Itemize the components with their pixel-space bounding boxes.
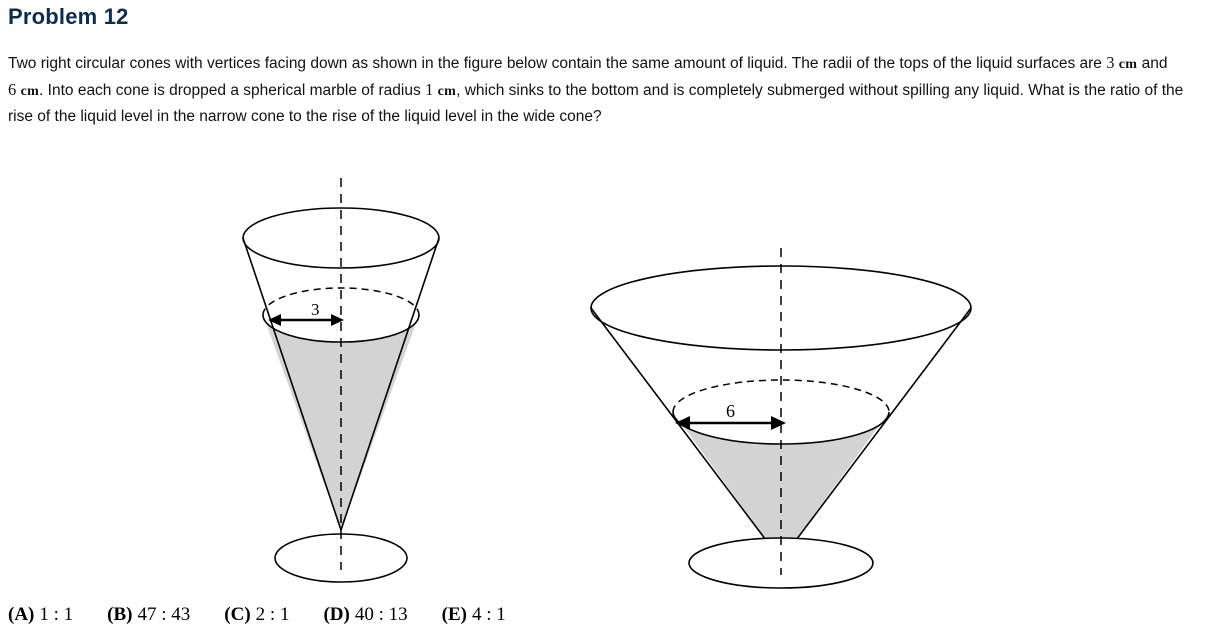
answer-choice-e[interactable]	[442, 604, 506, 626]
wide-cone-radius-label: 6	[726, 401, 735, 421]
wide-cone-top-rim	[591, 266, 971, 350]
answer-choice-b[interactable]	[107, 604, 190, 626]
narrow-cone-base-ellipse	[275, 534, 407, 582]
answer-choice-b-letter: (B)	[107, 604, 133, 625]
answer-choice-a-value: 1 : 1	[39, 604, 74, 625]
answer-choice-e-letter: (E)	[441, 604, 467, 625]
answer-choice-c-letter: (C)	[224, 604, 251, 625]
radius-wide-value: 6	[8, 80, 17, 99]
wide-cone-group	[591, 248, 971, 588]
figure-svg	[0, 160, 1212, 590]
answer-choice-a[interactable]	[8, 604, 73, 626]
statement-segment-1: Two right circular cones with vertices facing down as shown in the figure below contain the same amount of liquid. The radii of the tops of the liquid surfaces are	[8, 55, 1107, 72]
wide-cone-base-ellipse	[689, 538, 873, 588]
answer-choice-b-value: 47 : 43	[137, 604, 191, 625]
answer-choice-e-value: 4 : 1	[471, 604, 506, 625]
radius-narrow-value: 3	[1106, 53, 1115, 72]
answer-choice-c-value: 2 : 1	[255, 604, 290, 625]
narrow-cone-radius-label: 3	[311, 300, 320, 319]
radius-narrow-unit: cm	[1118, 57, 1138, 72]
answer-choices	[8, 604, 1198, 634]
page-title: Problem 12	[8, 4, 129, 29]
answer-choice-a-letter: (A)	[8, 604, 35, 625]
statement-segment-2: and	[1137, 55, 1168, 72]
answer-choice-d[interactable]	[323, 604, 407, 626]
narrow-cone-group	[243, 178, 439, 582]
problem-statement	[8, 50, 1198, 129]
answer-choice-c[interactable]	[224, 604, 289, 626]
answer-choice-d-letter: (D)	[323, 604, 350, 625]
narrow-cone-radius-arrow-head-right	[331, 314, 344, 326]
answer-choice-d-value: 40 : 13	[354, 604, 408, 625]
wide-cone-radius-arrow-head-right	[771, 416, 786, 430]
statement-segment-4: , which sinks to the bottom and is completely submerged without spilling any liquid. What is the ratio of the rise of the liquid level in the narrow cone to the rise of the liquid level in the wide cone?	[8, 82, 1184, 125]
cones-figure	[0, 160, 1212, 590]
marble-radius-value: 1	[425, 80, 434, 99]
radius-wide-unit: cm	[20, 84, 40, 99]
statement-segment-3: . Into each cone is dropped a spherical marble of radius	[39, 82, 426, 99]
marble-radius-unit: cm	[437, 84, 457, 99]
